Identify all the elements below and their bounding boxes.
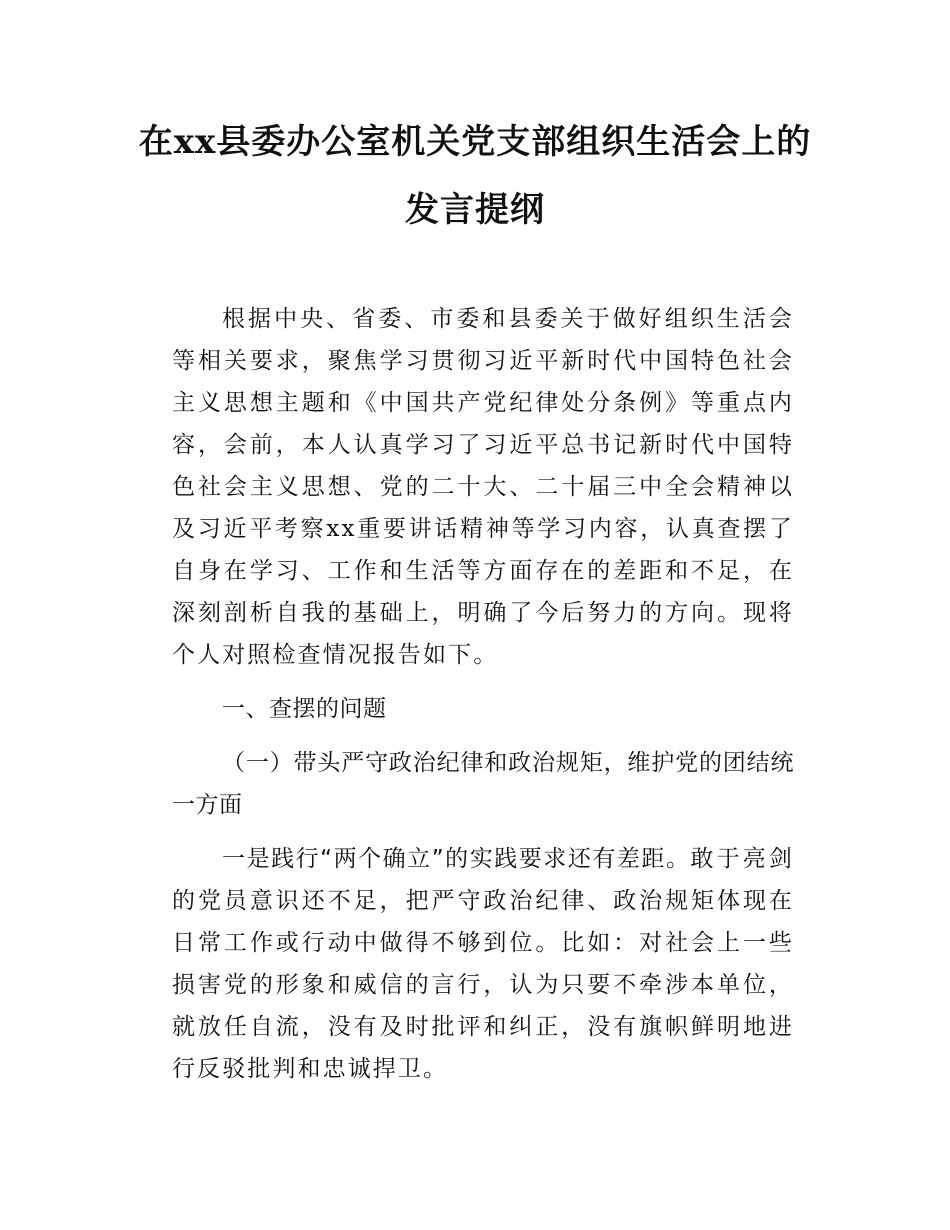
- document-title: [95, 108, 855, 244]
- point-body: 敢于亮剑的党员意识还不足，把严守政治纪律、政治规矩体现在日常工作或行动中做得不够到位。比如：对社会上一些损害党的形象和威信的言行，认为只要不牵涉本单位，就放任自流，没有及时批评和纠正，没有旗帜鲜明地进行反驳批判和忠诚捍卫。: [172, 846, 794, 1082]
- intro-paragraph: 根据中央、省委、市委和县委关于做好组织生活会等相关要求，聚焦学习贯彻习近平新时代中国特色社会主义思想主题和《中国共产党纪律处分条例》等重点内容，会前，本人认真学习了习近平总书记新时代中国特色社会主义思想、党的二十大、二十届三中全会精神以及习近平考察xx重要讲话精神等学习内容，认真查摆了自身在学习、工作和生活等方面存在的差距和不足，在深刻剖析自我的基础上，明确了今后努力的方向。现将个人对照检查情况报告如下。: [172, 306, 794, 668]
- title-line-1: 在xx县委办公室机关党支部组织生活会上的: [138, 122, 812, 162]
- document-body: [172, 298, 794, 1090]
- section-heading: 一、查摆的问题: [222, 696, 387, 722]
- point-paragraph: [172, 838, 794, 1090]
- title-line-2: 发言提纲: [405, 190, 545, 230]
- point-lead: 一是践行“两个确立”的实践要求还有差距。: [222, 846, 691, 872]
- subsection-heading: （一）带头严守政治纪律和政治规矩，维护党的团结统一方面: [172, 750, 794, 818]
